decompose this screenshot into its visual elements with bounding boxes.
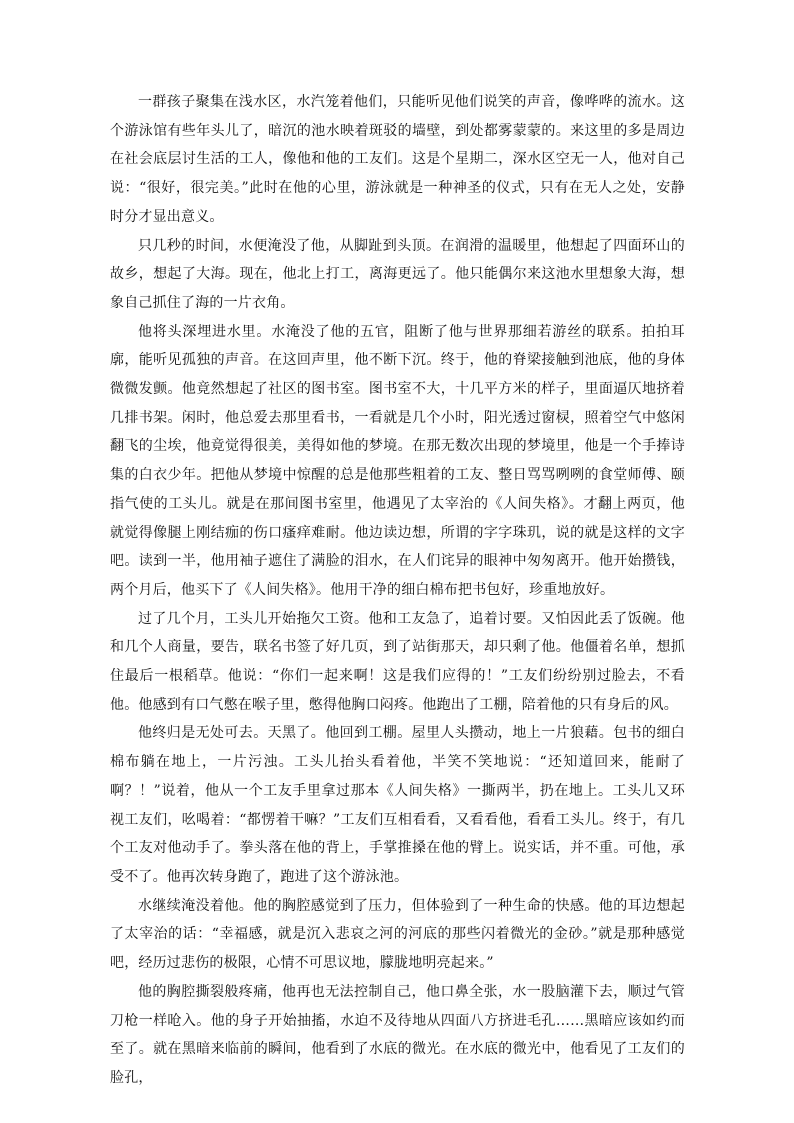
paragraph-2: 只几秒的时间，水便淹没了他，从脚趾到头顶。在润滑的温暖里，他想起了四面环山的故乡，想起了大海。现在，他北上打工，离海更远了。他只能偶尔来这池水里想象大海，想象自己抓住了海的一片衣角。 <box>110 237 685 311</box>
paragraph-6: 水继续淹没着他。他的胸腔感觉到了压力，但体验到了一种生命的快感。他的耳边想起了太宰治的话：“幸福感，就是沉入悲哀之河的河底的那些闪着微光的金砂。”就是那种感觉吧，经历过悲伤的极限，心情不可思议地，朦胧地明亮起来。” <box>110 897 685 972</box>
paragraph-1: 一群孩子聚集在浅水区，水汽笼着他们，只能听见他们说笑的声音，像哗哗的流水。这个游泳馆有些年头儿了，暗沉的池水映着斑驳的墙壁，到处都雾蒙蒙的。来这里的多是周边在社会底层讨生活的工人，像他和他的工友们。这是个星期二，深水区空无一人，他对自己说：“很好，很完美。”此时在他的心里，游泳就是一种神圣的仪式，只有在无人之处，安静时分才显出意义。 <box>110 94 685 225</box>
paragraph-3: 他将头深埋进水里。水淹没了他的五官，阻断了他与世界那细若游丝的联系。拍拍耳廓，能听见孤独的声音。在这回声里，他不断下沉。终于，他的脊梁接触到池底，他的身体微微发颤。他竟然想起了社区的图书室。图书室不大，十几平方米的样子，里面逼仄地挤着几排书架。闲时，他总爱去那里看书，一看就是几个小时，阳光透过窗棂，照着空气中悠闲翻飞的尘埃，他竟觉得很美，美得如他的梦境。在那无数次出现的梦境里，他是一个手捧诗集的白衣少年。把他从梦境中惊醒的总是他那些粗着的工友、整日骂骂咧咧的食堂师傅、颐指气使的工头儿。就是在那间图书室里，他遇见了太宰治的《人间失格》。才翻上两页，他就觉得像腿上刚结痂的伤口瘙痒难耐。他边读边想，所谓的字字珠玑，说的就是这样的文字吧。读到一半，他用袖子遮住了满脸的泪水，在人们诧异的眼神中匆匆离开。他开始攒钱，两个月后，他买下了《人间失格》。他用干净的细白棉布把书包好，珍重地放好。 <box>110 323 685 598</box>
paragraph-5: 他终归是无处可去。天黑了。他回到工棚。屋里人头攒动，地上一片狼藉。包书的细白棉布躺在地上，一片污浊。工头儿抬头看着他，半笑不笑地说：“还知道回来，能耐了啊？！”说着，他从一个工友手里拿过那本《人间失格》一撕两半，扔在地上。工头儿又环视工友们，吆喝着：“都愣着干嘛？”工友们互相看看，又看看他，看看工头儿。终于，有几个工友对他动手了。拳头落在他的背上，手掌推搡在他的臂上。说实话，并不重。可他，承受不了。他再次转身跑了，跑进了这个游泳池。 <box>110 725 685 885</box>
article-body <box>110 88 685 1093</box>
paragraph-7: 他的胸腔撕裂般疼痛，他再也无法控制自己，他口鼻全张，水一股脑灌下去，顺过气管刀枪一样呛入。他的身子开始抽搐，水迫不及待地从四面八方挤进毛孔……黑暗应该如约而至了。就在黑暗来临前的瞬间，他看到了水底的微光。在水底的微光中，他看见了工友们的脸孔， <box>110 983 685 1086</box>
paragraph-4: 过了几个月，工头儿开始拖欠工资。他和工友急了，追着讨要。又怕因此丢了饭碗。他和几个人商量，要告，联名书签了好几页，到了站街那天，却只剩了他。他僵着名单，想抓住最后一根稻草。他说：“你们一起来啊！这是我们应得的！”工友们纷纷别过脸去，不看他。他感到有口气憋在喉子里，憋得他胸口闷疼。他跑出了工棚，陪着他的只有身后的风。 <box>110 610 685 713</box>
